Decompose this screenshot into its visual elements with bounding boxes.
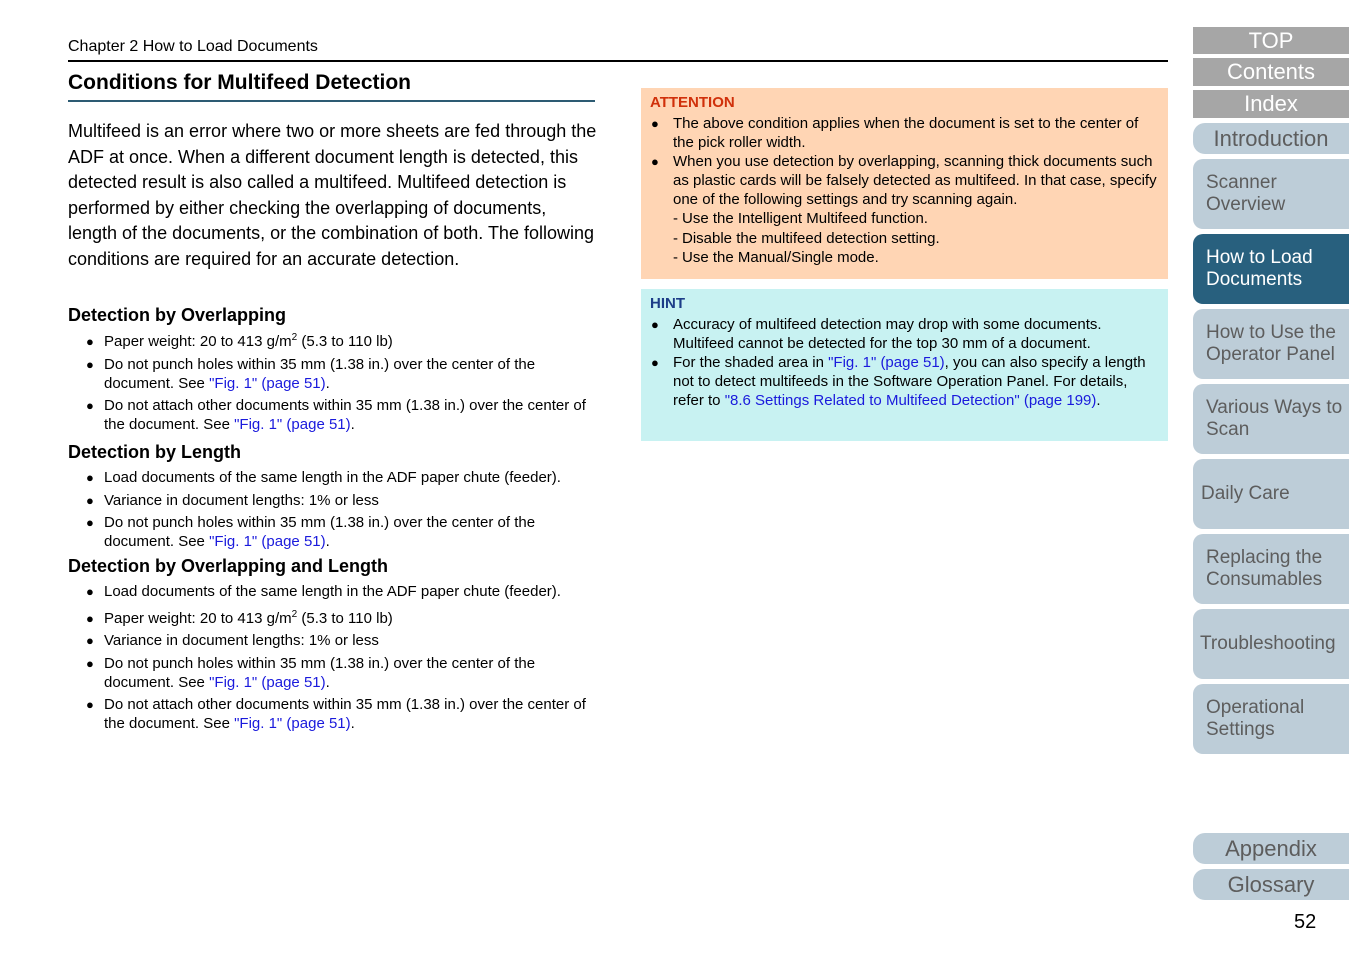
section-heading: Detection by Overlapping — [68, 305, 287, 325]
attention-option: - Use the Intelligent Multifeed function. — [650, 209, 1159, 229]
chapter-header: Chapter 2 How to Load Documents — [68, 38, 318, 55]
attention-box — [641, 88, 1168, 279]
fig1-link[interactable]: "Fig. 1" (page 51) — [234, 715, 351, 732]
fig1-link[interactable]: "Fig. 1" (page 51) — [209, 375, 326, 392]
list-item: ● Variance in document lengths: 1% or less — [68, 631, 603, 650]
nav-tab-operational-settings[interactable]: Operational Settings — [1193, 684, 1349, 754]
list-item: ● Do not attach other documents within 35 mm (1.38 in.) over the center of the document. See "Fig. 1" (page 51). — [68, 396, 603, 434]
list-item: ● Do not punch holes within 35 mm (1.38 in.) over the center of the document. See "Fig. 1" (page 51). — [68, 513, 603, 551]
list-item: ● Do not attach other documents within 35 mm (1.38 in.) over the center of the document. See "Fig. 1" (page 51). — [68, 695, 603, 733]
nav-introduction-button[interactable]: Introduction — [1193, 123, 1349, 154]
fig1-link[interactable]: "Fig. 1" (page 51) — [828, 354, 945, 371]
page-title: Conditions for Multifeed Detection — [68, 71, 411, 94]
attention-option: - Disable the multifeed detection setting. — [650, 229, 1159, 249]
fig1-link[interactable]: "Fig. 1" (page 51) — [209, 533, 326, 550]
list-item: ● Paper weight: 20 to 413 $g/m^2$ (5.3 to 110 lb) — [68, 609, 603, 628]
list-item: ● Do not punch holes within 35 mm (1.38 in.) over the center of the document. See "Fig. 1" (page 51). — [68, 355, 603, 393]
list-item: ● Do not punch holes within 35 mm (1.38 in.) over the center of the document. See "Fig. 1" (page 51). — [68, 654, 603, 692]
title-underline — [68, 100, 595, 102]
hint-label: HINT — [650, 295, 685, 312]
nav-tab-replacing-consumables[interactable]: Replacing the Consumables — [1193, 534, 1349, 604]
nav-top-button[interactable]: TOP — [1193, 27, 1349, 54]
nav-tab-daily-care[interactable]: Daily Care — [1193, 459, 1349, 529]
page-number: 52 — [1294, 911, 1317, 933]
hint-box — [641, 289, 1168, 441]
nav-tab-troubleshooting[interactable]: Troubleshooting — [1193, 609, 1349, 679]
section-overlapping — [68, 304, 603, 434]
section-length — [68, 441, 603, 551]
attention-label: ATTENTION — [650, 94, 735, 111]
fig1-link[interactable]: "Fig. 1" (page 51) — [209, 674, 326, 691]
nav-tab-various-ways-to-scan[interactable]: Various Ways to Scan — [1193, 384, 1349, 454]
list-item: ● Paper weight: 20 to 413 $g/m^2$ (5.3 to 110 lb) — [68, 332, 603, 351]
list-item: ● Variance in document lengths: 1% or less — [68, 491, 603, 510]
section-overlapping-and-length — [68, 555, 603, 733]
nav-tab-operator-panel[interactable]: How to Use the Operator Panel — [1193, 309, 1349, 379]
intro-paragraph: Multifeed is an error where two or more sheets are fed through the ADF at once. When a different document length is detected, this detected result is also called a multifeed. Multifeed detection is performed by either checking the overlapping of documents, length of the documents, or the combination of both. The following conditions are required for an accurate detection. — [68, 121, 597, 269]
hint-item: ● Accuracy of multifeed detection may drop with some documents. Multifeed cannot be detected for the top 30 mm of a document. — [650, 315, 1159, 353]
section-heading: Detection by Length — [68, 442, 242, 462]
nav-contents-button[interactable]: Contents — [1193, 58, 1349, 86]
settings-link[interactable]: "8.6 Settings Related to Multifeed Detection" (page 199) — [724, 392, 1097, 409]
fig1-link[interactable]: "Fig. 1" (page 51) — [234, 416, 351, 433]
list-item: ● Load documents of the same length in the ADF paper chute (feeder). — [68, 468, 603, 487]
attention-item: ● When you use detection by overlapping, scanning thick documents such as plastic cards will be falsely detected as multifeed. In that case, specify one of the following settings and try scanning again. — [650, 152, 1159, 209]
section-heading: Detection by Overlapping and Length — [68, 556, 389, 576]
nav-index-button[interactable]: Index — [1193, 90, 1349, 118]
list-item: ● Load documents of the same length in the ADF paper chute (feeder). — [68, 582, 603, 601]
attention-option: - Use the Manual/Single mode. — [650, 248, 1159, 268]
header-divider — [68, 60, 1168, 62]
nav-glossary-button[interactable]: Glossary — [1193, 869, 1349, 900]
nav-tab-how-to-load-documents[interactable]: How to Load Documents — [1193, 234, 1349, 304]
nav-appendix-button[interactable]: Appendix — [1193, 833, 1349, 864]
hint-item: ● For the shaded area in "Fig. 1" (page 51), you can also specify a length not to detect multifeeds in the Software Operation Panel. For details, refer to "8.6 Settings Related to Multifeed Detection" (page 199). — [650, 353, 1159, 410]
attention-item: ● The above condition applies when the document is set to the center of the pick roller width. — [650, 114, 1159, 152]
nav-tab-scanner-overview[interactable]: Scanner Overview — [1193, 159, 1349, 229]
